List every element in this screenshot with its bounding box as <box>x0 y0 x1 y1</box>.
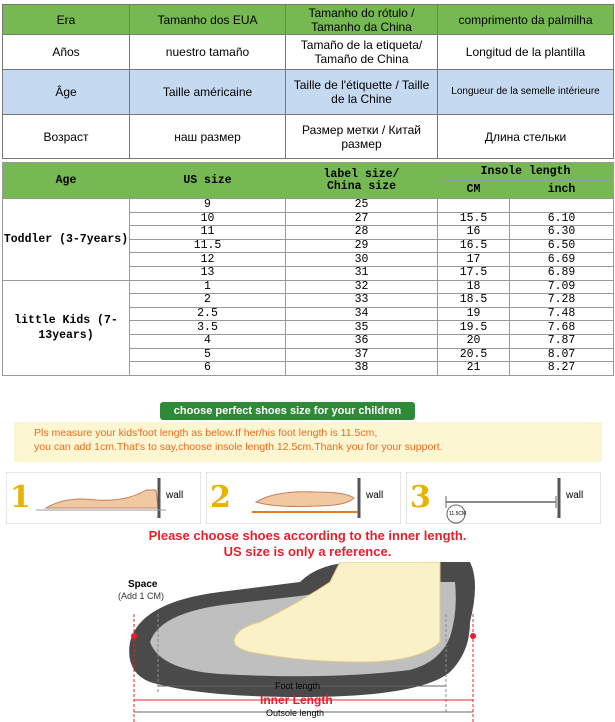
cell: Era <box>3 5 130 35</box>
size-cell-cn: 35 <box>286 321 438 335</box>
warning-line-1: Please choose shoes according to the inner length. <box>148 528 467 543</box>
size-cell-us: 2 <box>130 294 286 308</box>
size-cell-cm: 18 <box>438 280 510 294</box>
header-insole: Insole length <box>438 163 614 181</box>
size-cell-cm <box>438 199 510 213</box>
cell: Tamanho dos EUA <box>130 5 286 35</box>
size-cell-inch: 7.48 <box>510 307 614 321</box>
header-us-size: US size <box>130 163 286 199</box>
inner-length-label: Inner Length <box>260 693 333 707</box>
size-cell-us: 3.5 <box>130 321 286 335</box>
note-line-1: Pls measure your kids'foot length as below.If her/his foot length is 11.5cm, <box>34 427 378 439</box>
cell: comprimento da palmilha <box>438 5 614 35</box>
size-cell-inch: 7.09 <box>510 280 614 294</box>
age-group-cell: Toddler (3-7years) <box>3 199 130 281</box>
wall-label: wall <box>566 490 584 501</box>
size-cell-cm: 21 <box>438 362 510 376</box>
guide-banner: choose perfect shoes size for your children <box>160 402 415 420</box>
size-row <box>3 280 614 294</box>
header-label-size: label size/ China size <box>286 163 438 199</box>
size-cell-inch: 6.30 <box>510 226 614 240</box>
size-cell-cm: 17.5 <box>438 266 510 280</box>
size-cell-cn: 30 <box>286 253 438 267</box>
header-age: Age <box>3 163 130 199</box>
cell: наш размер <box>130 115 286 159</box>
size-cell-cm: 16.5 <box>438 239 510 253</box>
size-cell-inch: 6.10 <box>510 212 614 226</box>
space-add-label: (Add 1 CM) <box>118 591 165 601</box>
size-cell-cn: 36 <box>286 334 438 348</box>
size-cell-cm: 16 <box>438 226 510 240</box>
header-cm: CM <box>438 181 510 199</box>
size-guide <box>0 396 615 722</box>
warning-line-2: US size is only a reference. <box>223 544 392 559</box>
space-label: Space <box>128 579 158 590</box>
outsole-length-label: Outsole length <box>266 708 325 718</box>
size-cell-inch: 6.89 <box>510 266 614 280</box>
size-cell-inch <box>510 199 614 213</box>
size-cell-cn: 32 <box>286 280 438 294</box>
size-cell-us: 5 <box>130 348 286 362</box>
size-cell-cm: 18.5 <box>438 294 510 308</box>
size-cell-inch: 8.07 <box>510 348 614 362</box>
size-cell-cn: 38 <box>286 362 438 376</box>
cell: nuestro tamaño <box>130 35 286 70</box>
cell: Longitud de la plantilla <box>438 35 614 70</box>
step-1 <box>6 472 201 524</box>
note-line-2: you can add 1cm.That's to say,choose insole length 12.5cm.Thank you for your support. <box>34 441 443 453</box>
cell: Âge <box>3 70 130 115</box>
size-cell-cm: 19 <box>438 307 510 321</box>
lang-row-fr <box>3 70 614 115</box>
size-cell-us: 13 <box>130 266 286 280</box>
wall-label: wall <box>166 490 184 501</box>
size-cell-us: 2.5 <box>130 307 286 321</box>
size-cell-cn: 29 <box>286 239 438 253</box>
size-cell-us: 4 <box>130 334 286 348</box>
lang-row-ru <box>3 115 614 159</box>
step-number: 2 <box>210 480 231 515</box>
size-cell-cm: 15.5 <box>438 212 510 226</box>
age-group-cell: little Kids (7-13years) <box>3 280 130 375</box>
size-cell-us: 6 <box>130 362 286 376</box>
size-cell-cn: 28 <box>286 226 438 240</box>
size-cell-us: 11 <box>130 226 286 240</box>
cell: Longueur de la semelle intérieure <box>438 70 614 115</box>
size-cell-cm: 19.5 <box>438 321 510 335</box>
cell: Tamaño de la etiqueta/ Tamaño de China <box>286 35 438 70</box>
header-inch: inch <box>510 181 614 199</box>
size-cell-us: 9 <box>130 199 286 213</box>
step-number: 1 <box>10 480 31 515</box>
cell: Taille de l'étiquette / Taille de la Chine <box>286 70 438 115</box>
step-2 <box>206 472 401 524</box>
cell: Длина стельки <box>438 115 614 159</box>
language-header-table <box>2 4 614 159</box>
size-cell-us: 12 <box>130 253 286 267</box>
size-cell-inch: 7.87 <box>510 334 614 348</box>
size-cell-inch: 6.69 <box>510 253 614 267</box>
step-3 <box>406 472 601 524</box>
lang-row-pt <box>3 5 614 35</box>
cell: Tamanho do rótulo / Tamanho da China <box>286 5 438 35</box>
measure-note <box>14 422 602 462</box>
size-cell-cn: 34 <box>286 307 438 321</box>
wall-label: wall <box>366 490 384 501</box>
measure-steps <box>0 472 615 524</box>
lang-row-es <box>3 35 614 70</box>
size-cell-inch: 7.28 <box>510 294 614 308</box>
size-cell-cn: 27 <box>286 212 438 226</box>
size-cell-cn: 37 <box>286 348 438 362</box>
size-cell-cm: 20.5 <box>438 348 510 362</box>
size-cell-us: 1 <box>130 280 286 294</box>
size-cell-cn: 31 <box>286 266 438 280</box>
cell: Años <box>3 35 130 70</box>
step-number: 3 <box>410 480 431 515</box>
size-cell-us: 11.5 <box>130 239 286 253</box>
foot-length-label: Foot length <box>275 681 321 691</box>
size-table-body <box>3 199 614 376</box>
cell: Размер метки / Китай размер <box>286 115 438 159</box>
size-cell-inch: 6.50 <box>510 239 614 253</box>
size-cell-inch: 7.68 <box>510 321 614 335</box>
size-cell-us: 10 <box>130 212 286 226</box>
ruler-label: 11.5CM <box>449 511 467 517</box>
size-table <box>2 162 614 376</box>
size-cell-cm: 20 <box>438 334 510 348</box>
size-cell-inch: 8.27 <box>510 362 614 376</box>
size-header-row <box>3 163 614 181</box>
cell: Taille américaine <box>130 70 286 115</box>
size-cell-cn: 33 <box>286 294 438 308</box>
size-row <box>3 199 614 213</box>
size-cell-cn: 25 <box>286 199 438 213</box>
size-cell-cm: 17 <box>438 253 510 267</box>
cell: Возраст <box>3 115 130 159</box>
